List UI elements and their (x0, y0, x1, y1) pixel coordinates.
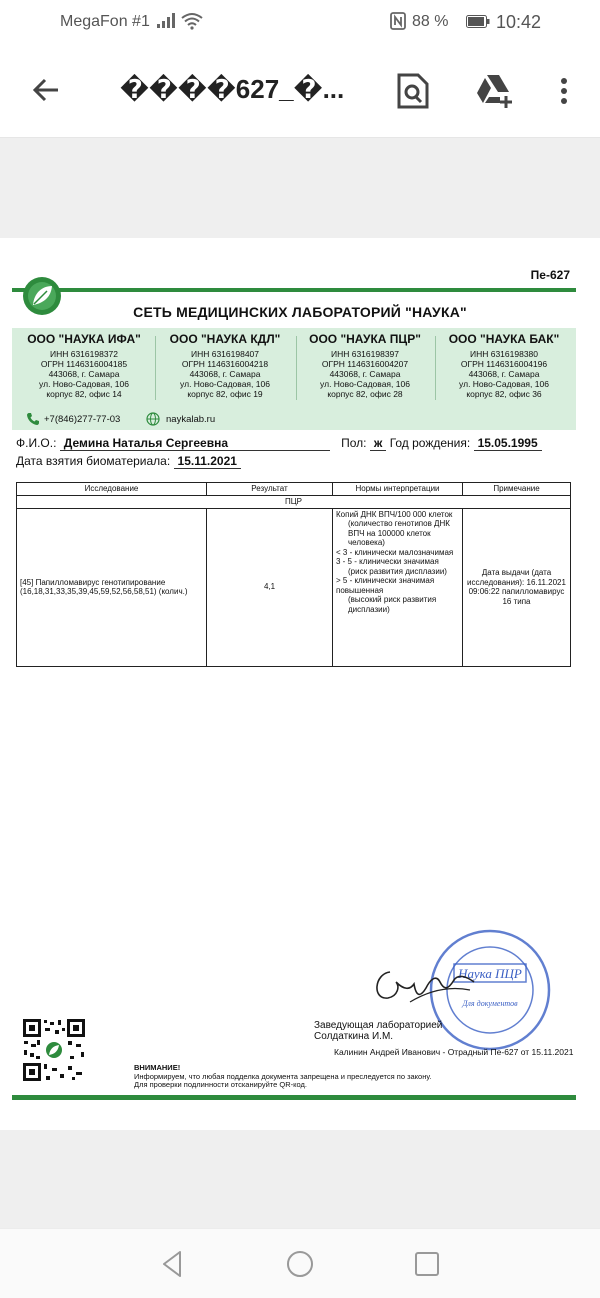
org-office: корпус 82, офис 14 (46, 389, 122, 399)
org-inn: ИНН 6316198407 (190, 349, 260, 359)
org-street: ул. Ново-Садовая, 106 (180, 379, 270, 389)
phone-number: +7(846)277-77-03 (44, 414, 121, 425)
contacts-row (12, 408, 576, 430)
norms-cell (333, 508, 463, 666)
warning-title: ВНИМАНИЕ! (134, 1063, 181, 1072)
org-office: корпус 82, офис 19 (187, 389, 263, 399)
document-page (0, 238, 600, 1130)
org-city: 443068, г. Самара (468, 369, 540, 379)
warning-text-2: Для проверки подлинности отсканируйте QR-код. (134, 1080, 307, 1089)
org-name: ООО "НАУКА КДЛ" (169, 332, 281, 346)
stamp-subtitle: Для документов (462, 999, 518, 1008)
org-city: 443068, г. Самара (189, 369, 261, 379)
sex-label: Пол: (341, 436, 367, 450)
org-pcr (295, 332, 435, 399)
org-city: 443068, г. Самара (48, 369, 120, 379)
stamp-title: Наука ПЦР (458, 966, 522, 981)
norm-line: (высокий риск развития дисплазии) (348, 595, 437, 614)
wifi-icon (181, 12, 203, 30)
phone-icon (26, 412, 40, 426)
fio-label: Ф.И.О.: (16, 436, 57, 450)
org-office: корпус 82, офис 36 (466, 389, 542, 399)
network-title: СЕТЬ МЕДИЦИНСКИХ ЛАБОРАТОРИЙ "НАУКА" (133, 304, 467, 320)
add-to-drive-icon[interactable] (474, 72, 514, 110)
head-of-lab-title: Заведующая лабораторией (314, 1020, 443, 1031)
birth-label: Год рождения: (389, 436, 471, 450)
header-norms: Нормы интерпретации (333, 483, 463, 496)
result-cell: 4,1 (207, 508, 333, 666)
norm-line: < 3 - клинически малозначимая (336, 547, 454, 557)
norm-line: (количество генотипов ДНК ВПЧ на 100000 клеток человека) (348, 519, 450, 547)
warning-text-1: Информируем, что любая подделка документа запрещена и преследуется по закону. (134, 1071, 432, 1081)
patient-name: Демина Наталья Сергеевна (60, 436, 330, 451)
org-ifa (14, 332, 154, 399)
organizations-band (12, 328, 576, 430)
system-nav-bar (0, 1228, 600, 1298)
header-study: Исследование (17, 483, 207, 496)
app-bar (0, 44, 600, 138)
nfc-icon (390, 12, 406, 30)
org-bak (434, 332, 574, 399)
nav-recents-icon[interactable] (412, 1249, 442, 1279)
org-name: ООО "НАУКА ИФА" (27, 332, 141, 346)
status-bar (0, 0, 600, 44)
org-ogrn: ОГРН 1146316004185 (40, 359, 128, 369)
nav-home-icon[interactable] (285, 1249, 315, 1279)
org-city: 443068, г. Самара (329, 369, 401, 379)
sample-row (16, 454, 241, 469)
document-code: Пе-627 (530, 268, 570, 282)
org-inn: ИНН 6316198372 (49, 349, 119, 359)
org-street: ул. Ново-Садовая, 106 (459, 379, 549, 389)
header-divider (12, 288, 576, 292)
org-kdl (155, 332, 295, 399)
sample-date: 15.11.2021 (174, 454, 241, 469)
patient-sex: ж (370, 436, 387, 451)
warning-block (134, 1064, 431, 1090)
org-office: корпус 82, офис 28 (327, 389, 403, 399)
signer-line: Калинин Андрей Иванович - Отрадный Пе-627 от 15.11.2021 (334, 1047, 574, 1057)
nav-back-icon[interactable] (158, 1249, 188, 1279)
document-viewer[interactable] (0, 138, 600, 1228)
section-pcr: ПЦР (17, 496, 571, 509)
qr-code[interactable] (22, 1018, 86, 1082)
table-header-row (17, 483, 571, 496)
org-ogrn: ОГРН 1146316004207 (321, 359, 409, 369)
patient-birth-year: 15.05.1995 (474, 436, 542, 451)
clock: 10:42 (496, 12, 542, 32)
head-of-lab-name: Солдаткина И.М. (314, 1031, 394, 1042)
note-cell: Дата выдачи (дата исследования): 16.11.2021 09:06:22 папилломавирус 16 типа (463, 508, 571, 666)
table-row (17, 508, 571, 666)
file-title: ����627_�... (120, 74, 345, 104)
patient-row (16, 436, 542, 451)
norm-line: > 5 - клинически значимая повышенная (336, 576, 435, 595)
org-inn: ИНН 6316198397 (330, 349, 400, 359)
org-street: ул. Ново-Садовая, 106 (39, 379, 129, 389)
signal-icon (156, 13, 176, 29)
handwritten-signature (370, 960, 480, 1008)
org-inn: ИНН 6316198380 (469, 349, 539, 359)
org-name: ООО "НАУКА БАК" (448, 332, 560, 346)
sample-date-label: Дата взятия биоматериала: (16, 454, 171, 468)
website: naykalab.ru (166, 414, 216, 425)
search-in-document-icon[interactable] (396, 72, 430, 110)
norm-line: Копий ДНК ВПЧ/100 000 клеток (336, 509, 453, 519)
org-ogrn: ОГРН 1146316004218 (181, 359, 269, 369)
more-options-icon[interactable] (554, 72, 574, 110)
norm-line: (риск развития дисплазии) (348, 566, 447, 576)
footer-divider (12, 1095, 576, 1100)
table-section-row (17, 496, 571, 509)
header-note: Примечание (463, 483, 571, 496)
carrier-name: MegaFon #1 (60, 13, 150, 30)
back-arrow-icon[interactable] (28, 72, 64, 108)
header-result: Результат (207, 483, 333, 496)
battery-icon (466, 15, 490, 28)
results-table (16, 482, 571, 667)
head-of-lab (314, 1020, 442, 1042)
study-cell: [45] Папилломавирус генотипирование (16,18,31,33,35,39,45,59,52,56,58,51) (колич.) (17, 508, 207, 666)
org-ogrn: ОГРН 1146316004196 (460, 359, 548, 369)
globe-icon (146, 412, 160, 426)
org-name: ООО "НАУКА ПЦР" (309, 332, 421, 346)
org-street: ул. Ново-Садовая, 106 (320, 379, 410, 389)
battery-percent: 88 % (412, 13, 449, 30)
norm-line: 3 - 5 - клинически значимая (336, 557, 439, 566)
